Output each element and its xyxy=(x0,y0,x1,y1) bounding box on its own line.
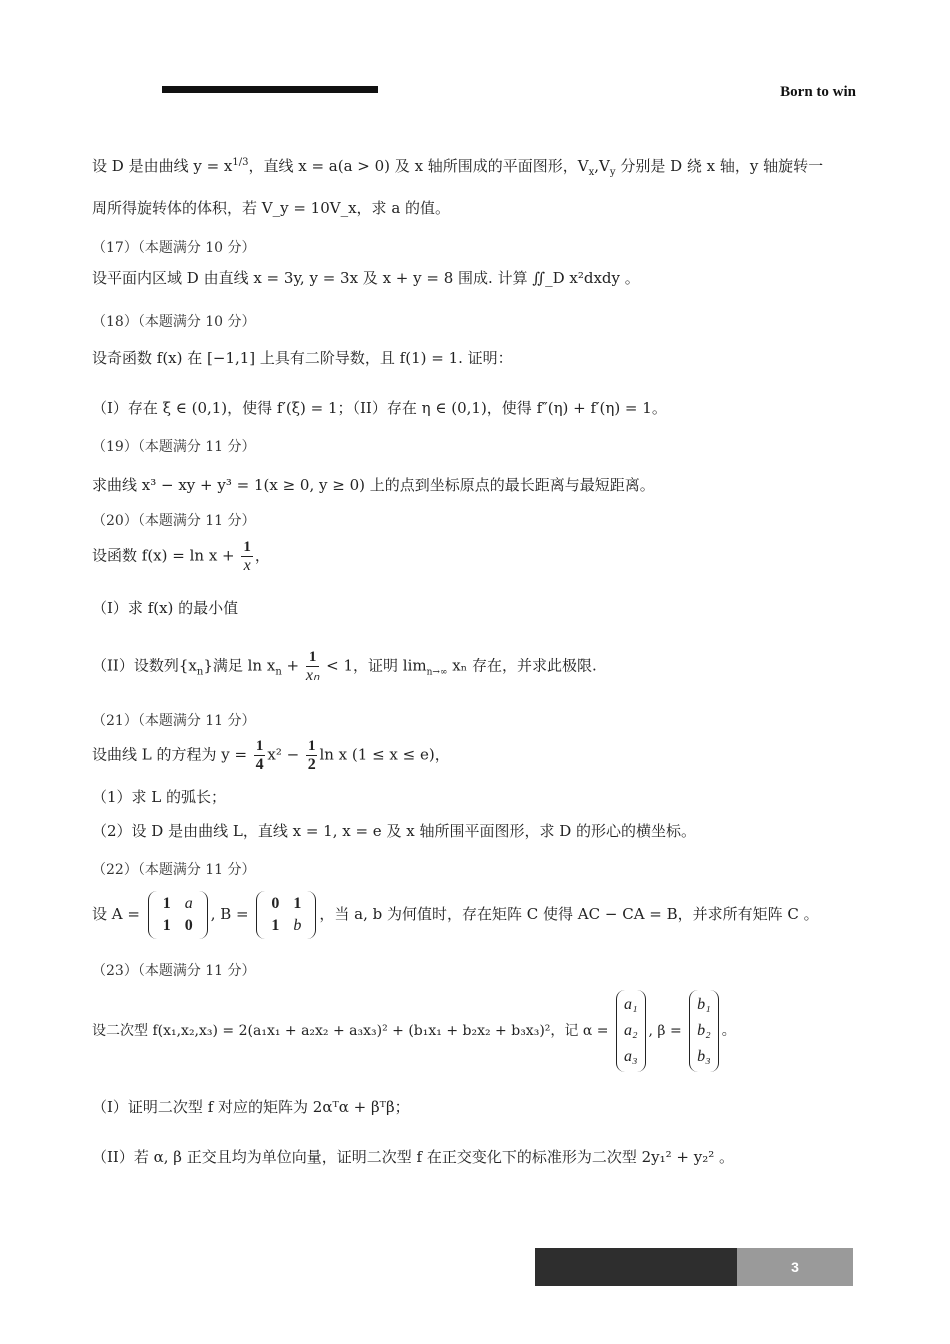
q20-part2-lim: n→∞ xyxy=(426,667,448,678)
vector-beta xyxy=(689,990,719,1072)
q20-heading: （20）（本题满分 11 分） xyxy=(92,513,256,529)
q16-text-b: ，直线 x = a(a > 0) 及 x 轴所围成的平面图形，V xyxy=(248,157,589,175)
q20-frac-den: x xyxy=(243,557,251,574)
q18-heading: （18）（本题满分 10 分） xyxy=(92,314,256,330)
matrix-a-cell: 1 xyxy=(162,917,171,934)
q20-frac-num: 1 xyxy=(243,539,251,555)
q20-part2-b: }满足 ln x xyxy=(203,656,276,675)
q21-text xyxy=(92,737,882,774)
q23-part2: （II）若 α, β 正交且均为单位向量，证明二次型 f 在正交变化下的标准形为二次型 2y₁² + y₂² 。 xyxy=(92,1148,735,1166)
q17-text: 设平面内区域 D 由直线 x = 3y, y = 3x 及 x + y = 8 围成. 计算 ∬_D x²dxdy 。 xyxy=(92,269,640,287)
q23-text-a: 设二次型 f(x₁,x₂,x₃) = 2(a₁x₁ + a₂x₂ + a₃x₃)² + (b₁x₁ + b₂x₂ + b₃x₃)²，记 α = xyxy=(92,1023,609,1039)
q22-text-b: , B = xyxy=(210,905,249,923)
matrix-a xyxy=(148,891,208,939)
footer-bar xyxy=(535,1248,737,1286)
q20-part2-d: < 1，证明 lim xyxy=(321,656,427,675)
q21-f2-num: 1 xyxy=(307,738,316,754)
q23-text-b: , β = xyxy=(648,1023,682,1039)
q16-exponent: 1/3 xyxy=(232,157,249,168)
q19-text: 求曲线 x³ − xy + y³ = 1(x ≥ 0, y ≥ 0) 上的点到坐标原点的最长距离与最短距离。 xyxy=(92,476,655,494)
q20-part2-sub: n xyxy=(196,666,204,678)
page-number: 3 xyxy=(737,1248,853,1286)
q20-text-b: ， xyxy=(254,546,270,565)
vector-alpha-entry: a₁ xyxy=(623,996,638,1013)
q21-fraction-1 xyxy=(254,737,266,774)
q16-line-2: 周所得旋转体的体积，若 V_y = 10V_x，求 a 的值。 xyxy=(92,199,451,217)
q20-part2-c: + xyxy=(281,656,300,675)
q21-heading: （21）（本题满分 11 分） xyxy=(92,713,256,729)
brand-text: Born to win xyxy=(780,84,856,100)
q21-text-b: x² − xyxy=(267,745,300,764)
vector-beta-entry: b₂ xyxy=(697,1022,711,1039)
vector-beta-entry: b₁ xyxy=(697,996,711,1013)
matrix-a-cell: 1 xyxy=(162,895,171,912)
q20-part2-frac-den: xₙ xyxy=(305,667,320,684)
q20-part2-sub2: n xyxy=(275,666,282,678)
q21-fraction-2 xyxy=(306,737,318,774)
matrix-b-cell: 1 xyxy=(271,917,280,934)
matrix-a-cell: a xyxy=(184,895,193,912)
q16-sub-y: y xyxy=(609,167,616,178)
q22-text-a: 设 A = xyxy=(92,905,140,923)
q20-text xyxy=(92,538,882,575)
q20-part2 xyxy=(92,648,882,685)
vector-beta-entry: b₃ xyxy=(697,1048,711,1065)
q21-f1-num: 1 xyxy=(255,738,264,754)
matrix-b-cell: 1 xyxy=(293,895,302,912)
q21-text-a: 设曲线 L 的方程为 y = xyxy=(92,745,248,764)
q19-heading: （19）（本题满分 11 分） xyxy=(92,439,256,455)
matrix-a-cell: 0 xyxy=(184,917,193,934)
q16-sub-x: x xyxy=(588,167,595,178)
matrix-b-cell: 0 xyxy=(271,895,280,912)
q21-f1-den: 4 xyxy=(255,756,264,773)
q23-text-c: 。 xyxy=(721,1023,736,1039)
vector-alpha-entry: a₃ xyxy=(623,1048,638,1065)
q21-part1: （1）求 L 的弧长； xyxy=(92,788,227,806)
q21-part2: （2）设 D 是由曲线 L，直线 x = 1, x = e 及 x 轴所围平面图形，求 D 的形心的横坐标。 xyxy=(92,822,697,840)
matrix-b-cell: b xyxy=(293,917,302,934)
q20-part2-e: xₙ 存在，并求此极限. xyxy=(447,656,597,675)
q22-heading: （22）（本题满分 11 分） xyxy=(92,862,256,878)
q23-heading: （23）（本题满分 11 分） xyxy=(92,963,256,979)
q20-part2-a: （II）设数列{x xyxy=(92,656,197,675)
q23-text xyxy=(92,990,882,1072)
q21-f2-den: 2 xyxy=(307,756,316,773)
header-bar xyxy=(162,86,378,93)
q18-text: 设奇函数 f(x) 在 [−1,1] 上具有二阶导数，且 f(1) = 1. 证明： xyxy=(92,349,513,367)
q22-text-c: ，当 a, b 为何值时，存在矩阵 C 使得 AC − CA = B，并求所有矩阵 C 。 xyxy=(319,905,819,923)
q20-part1: （I）求 f(x) 的最小值 xyxy=(92,599,239,617)
q16-line-1 xyxy=(92,152,882,184)
q21-text-c: ln x (1 ≤ x ≤ e)， xyxy=(319,745,450,764)
q18-parts: （I）存在 ξ ∈ (0,1)，使得 f′(ξ) = 1；（II）存在 η ∈ (0,1)，使得 f″(η) + f′(η) = 1。 xyxy=(92,399,667,417)
q20-text-a: 设函数 f(x) = ln x + xyxy=(92,546,235,565)
q16-text-f: 分别是 D 绕 x 轴，y 轴旋转一 xyxy=(615,157,824,175)
vector-alpha xyxy=(616,990,646,1072)
q20-fraction xyxy=(241,538,253,575)
vector-alpha-entry: a₂ xyxy=(623,1022,638,1039)
q20-part2-fraction xyxy=(306,648,319,685)
q16-text-a: 设 D 是由曲线 y = x xyxy=(92,157,233,175)
matrix-b xyxy=(256,891,316,939)
q23-part1: （I）证明二次型 f 对应的矩阵为 2αᵀα + βᵀβ； xyxy=(92,1098,410,1116)
q16-text-d: ,V xyxy=(594,157,610,175)
q20-part2-frac-num: 1 xyxy=(306,648,319,667)
q22-text xyxy=(92,891,882,939)
q17-heading: （17）（本题满分 10 分） xyxy=(92,240,256,256)
